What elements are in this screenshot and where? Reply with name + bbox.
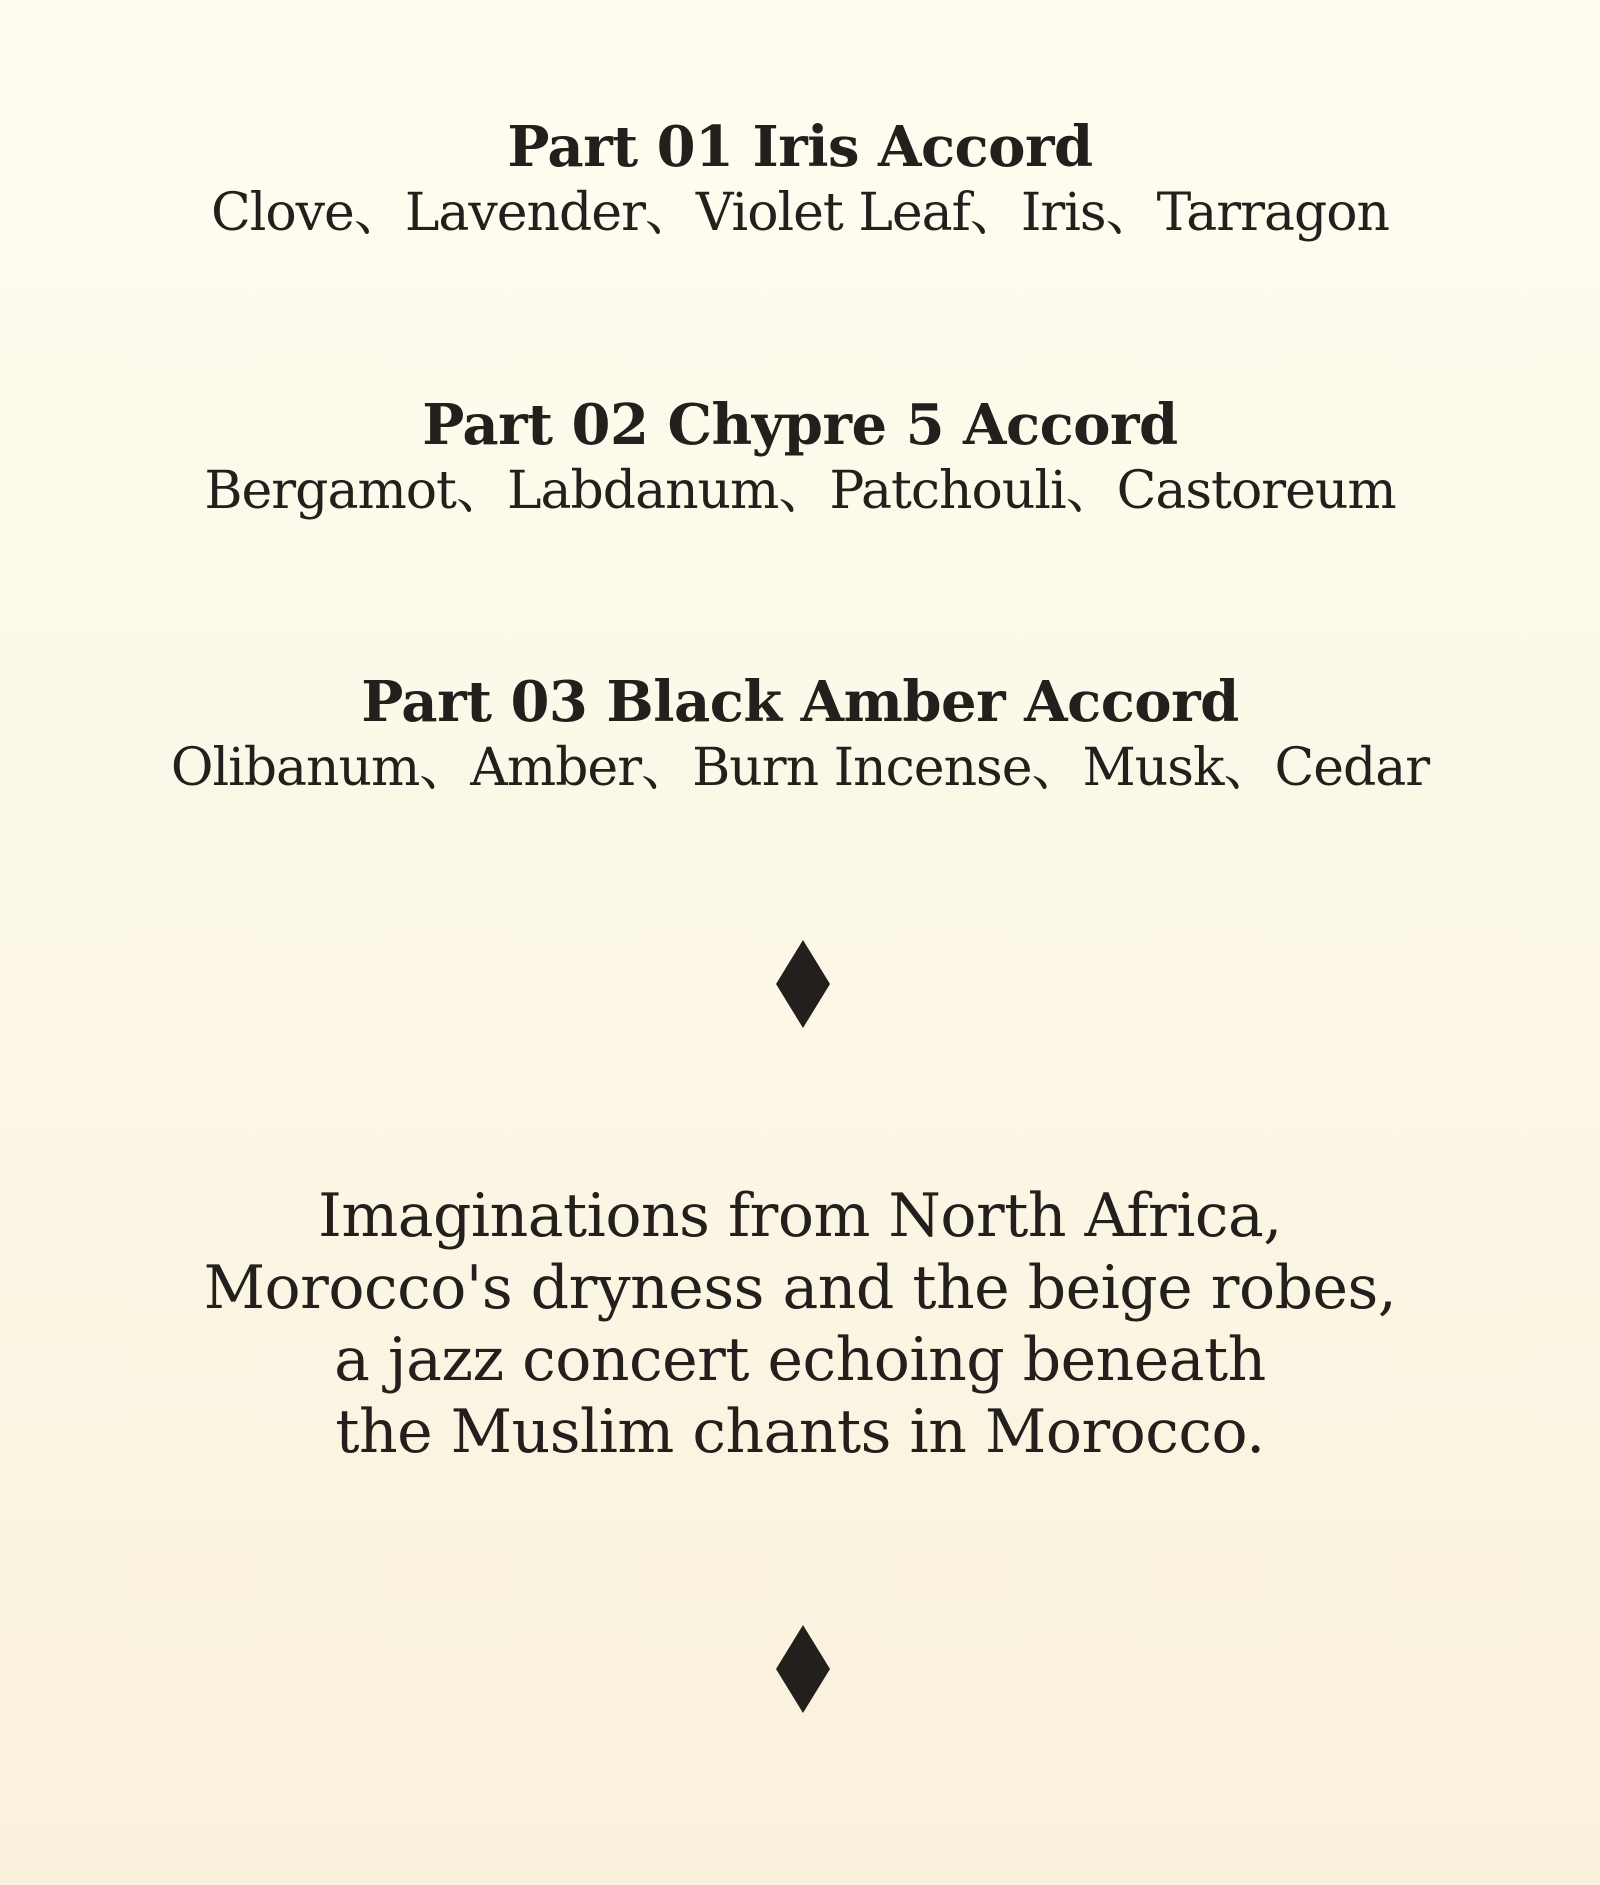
description-line: Morocco's dryness and the beige robes, xyxy=(203,1253,1397,1323)
accord-part-03 xyxy=(0,670,1600,800)
accord-title: Part 02 Chypre 5 Accord xyxy=(422,392,1178,458)
accord-part-01 xyxy=(0,115,1600,245)
fragrance-description xyxy=(0,1180,1600,1468)
accord-part-02 xyxy=(0,393,1600,523)
accord-title: Part 03 Black Amber Accord xyxy=(361,669,1239,735)
description-line: Imaginations from North Africa, xyxy=(318,1181,1282,1251)
accord-notes: Bergamot、Labdanum、Patchouli、Castoreum xyxy=(204,461,1396,521)
accord-notes: Clove、Lavender、Violet Leaf、Iris、Tarragon xyxy=(210,183,1390,243)
diamond-icon xyxy=(776,1625,830,1713)
accord-notes: Olibanum、Amber、Burn Incense、Musk、Cedar xyxy=(170,738,1430,798)
description-line: a jazz concert echoing beneath xyxy=(334,1325,1266,1395)
accord-title: Part 01 Iris Accord xyxy=(507,114,1093,180)
diamond-icon xyxy=(776,940,830,1028)
description-line: the Muslim chants in Morocco. xyxy=(335,1397,1265,1467)
